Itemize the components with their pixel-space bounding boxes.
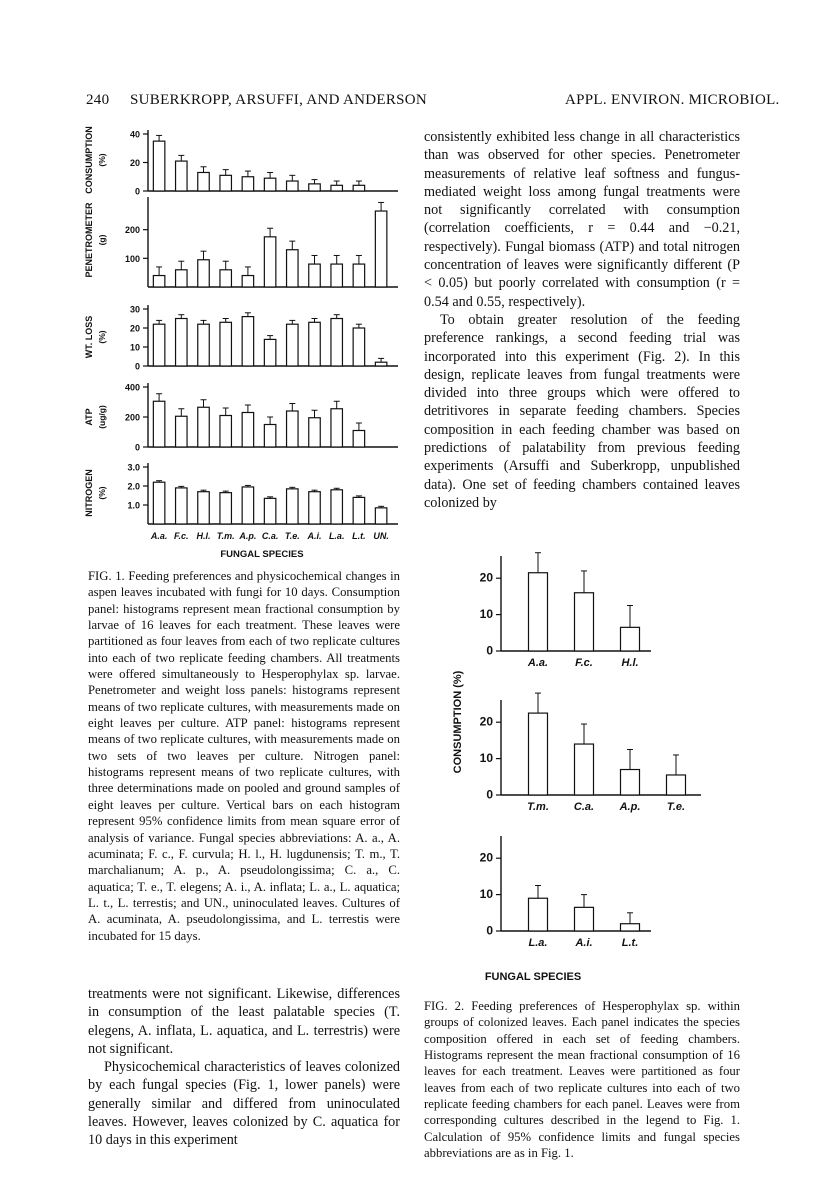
y-axis-label: PENETROMETER bbox=[84, 202, 94, 278]
bar bbox=[176, 416, 188, 447]
y-axis-label: ATP bbox=[84, 408, 94, 426]
bar bbox=[331, 319, 343, 367]
y-tick-label: 40 bbox=[129, 129, 140, 140]
y-tick-label: 0 bbox=[486, 923, 493, 938]
figure-2 bbox=[452, 540, 745, 990]
y-tick-label: 100 bbox=[124, 253, 140, 264]
y-tick-label: 20 bbox=[479, 850, 493, 865]
bar bbox=[575, 907, 594, 931]
bar bbox=[529, 898, 548, 931]
running-head-journal: APPL. ENVIRON. MICROBIOL. bbox=[565, 92, 780, 108]
bar bbox=[287, 250, 299, 287]
page-number: 240 bbox=[86, 92, 110, 108]
fig1-caption-text: FIG. 1. Feeding preferences and physicochemical changes in aspen leaves incubated with fungi for 10 days. Consumption panel: histograms represent mean fractional consumption by larvae of 16 leaves for each treatment. These leaves were partitioned as four leaves from each of two replicate cultures into each of two replicate feeding chambers. All treatments were offered simultaneously to Hesperophylax sp. larvae. Penetrometer and weight loss panels: histograms represent means of two replicate cultures, with measurements made on eight leaves per culture. ATP panel: histograms represent means of two replicate cultures, with measurements made on two sets of two leaves per culture. Nitrogen panel: histograms represent means of two replicate cultures, with three determinations made on pooled and ground samples of eight leaves per culture. Vertical bars on each histogram represent 95% confidence limits from mean square error of analysis of variance. Fungal species abbreviations: A. a., A. acuminata; F. c., F. curvula; H. l., H. lugdunensis; T. m., T. marchalianum; A. p., A. pseudolongissima; C. a., C. aquatica; T. e., T. elegens; A. i., A. inflata; L. a., L. aquatica; L. t., L. terrestis; and UN., uninoculated leaves. Cultures of A. acuminata, A. pseudolongissima, and L. terrestis were incubated for 15 days. bbox=[88, 569, 400, 943]
panel-fig1-weight-loss bbox=[84, 305, 398, 372]
y-tick-label: 20 bbox=[479, 714, 493, 729]
bar bbox=[242, 487, 254, 524]
bar bbox=[309, 184, 321, 191]
bar bbox=[353, 185, 365, 191]
y-tick-label: 2.0 bbox=[127, 481, 140, 492]
bar bbox=[287, 411, 299, 447]
bar bbox=[153, 482, 165, 524]
bar bbox=[242, 276, 254, 287]
bar bbox=[198, 172, 210, 191]
bar bbox=[353, 431, 365, 448]
x-tick-label: H.l. bbox=[621, 657, 639, 669]
bar bbox=[375, 508, 387, 524]
y-tick-label: 0 bbox=[134, 361, 140, 372]
bar bbox=[353, 264, 365, 287]
bar bbox=[153, 324, 165, 366]
x-axis-label: FUNGAL SPECIES bbox=[484, 971, 582, 983]
bar bbox=[331, 185, 343, 191]
x-tick-label: A.i. bbox=[307, 531, 322, 541]
y-axis-unit: (g) bbox=[97, 234, 107, 246]
right-column-text bbox=[424, 128, 740, 512]
x-tick-label: F.c. bbox=[174, 531, 189, 541]
bar bbox=[331, 264, 343, 287]
bar bbox=[309, 418, 321, 447]
left-paragraph-2: Physicochemical characteristics of leaves colonized by each fungal species (Fig. 1, lower panels) were generally similar and differed from uninoculated leaves. However, leaves colonized by C. aquatica for 10 days in this experiment bbox=[88, 1059, 400, 1149]
bar bbox=[309, 264, 321, 287]
bar bbox=[220, 416, 232, 448]
bar bbox=[287, 181, 299, 191]
bar bbox=[264, 178, 276, 191]
bar bbox=[198, 324, 210, 366]
bar bbox=[353, 497, 365, 524]
panel-fig1-atp bbox=[84, 383, 398, 453]
y-tick-label: 0 bbox=[486, 643, 493, 658]
y-tick-label: 0 bbox=[486, 787, 493, 802]
y-axis-label: CONSUMPTION (%) bbox=[452, 670, 464, 774]
bar bbox=[287, 324, 299, 366]
y-tick-label: 10 bbox=[479, 607, 493, 622]
figure-2-caption bbox=[424, 998, 740, 1161]
panel-fig2-panel1 bbox=[480, 553, 651, 669]
x-tick-label: T.m. bbox=[527, 801, 549, 813]
bar bbox=[176, 270, 188, 287]
bar bbox=[264, 498, 276, 524]
y-tick-label: 10 bbox=[479, 887, 493, 902]
bar bbox=[287, 489, 299, 524]
panel-fig1-nitrogen bbox=[84, 463, 398, 542]
x-tick-label: F.c. bbox=[575, 657, 593, 669]
x-tick-label: T.m. bbox=[216, 531, 235, 541]
x-tick-label: A.a. bbox=[150, 531, 168, 541]
y-axis-label: WT. LOSS bbox=[84, 315, 94, 359]
bar bbox=[331, 409, 343, 447]
y-tick-label: 0 bbox=[134, 442, 140, 453]
x-tick-label: T.e. bbox=[666, 801, 686, 813]
y-tick-label: 20 bbox=[479, 570, 493, 585]
x-tick-label: A.p. bbox=[619, 801, 641, 813]
bar bbox=[264, 425, 276, 448]
y-tick-label: 200 bbox=[124, 412, 140, 423]
y-tick-label: 20 bbox=[129, 158, 140, 168]
bar bbox=[264, 237, 276, 287]
y-tick-label: 30 bbox=[129, 304, 140, 315]
x-tick-label: UN. bbox=[373, 531, 389, 541]
bar bbox=[529, 573, 548, 651]
panel-fig2-panel2 bbox=[452, 670, 701, 813]
x-tick-label: L.a. bbox=[528, 937, 548, 949]
bar bbox=[529, 713, 548, 795]
fig2-caption-text: FIG. 2. Feeding preferences of Hesperophylax sp. within groups of colonized leaves. Each panel indicates the species composition offered in each set of feeding chambers. Histograms represent the mean fractional consumption of 16 leaves for each treatment. Leaves were partitioned as four leaves from each of two replicate cultures into each of two replicate feeding chambers for each panel. Leaves were from corresponding cultures described in the legend to Fig. 1. Calculation of 95% confidence limits and fungal species abbreviations are as in Fig. 1. bbox=[424, 999, 740, 1161]
panel-fig1-consumption bbox=[84, 126, 398, 196]
bar bbox=[331, 490, 343, 524]
bar bbox=[198, 492, 210, 524]
bar bbox=[309, 322, 321, 366]
bar bbox=[220, 270, 232, 287]
x-tick-label: C.a. bbox=[261, 531, 279, 541]
bar bbox=[621, 924, 640, 931]
bar bbox=[353, 328, 365, 366]
x-tick-label: L.a. bbox=[328, 531, 345, 541]
x-tick-label: L.t. bbox=[621, 937, 639, 949]
y-tick-label: 400 bbox=[124, 382, 140, 393]
bar bbox=[176, 161, 188, 191]
y-tick-label: 10 bbox=[129, 342, 140, 353]
bar bbox=[575, 593, 594, 651]
bar bbox=[176, 488, 188, 524]
y-axis-unit: (ug/g) bbox=[97, 405, 107, 429]
bar bbox=[242, 177, 254, 191]
x-tick-label: T.e. bbox=[284, 531, 300, 541]
y-tick-label: 1.0 bbox=[127, 500, 140, 511]
x-tick-label: A.a. bbox=[527, 657, 549, 669]
panel-fig2-panel3 bbox=[480, 836, 651, 949]
bar bbox=[220, 175, 232, 191]
bar bbox=[242, 317, 254, 366]
y-axis-unit: (%) bbox=[97, 153, 107, 167]
bar bbox=[153, 141, 165, 191]
figure-1 bbox=[80, 115, 410, 560]
bar bbox=[621, 627, 640, 651]
y-tick-label: 200 bbox=[124, 225, 140, 236]
x-tick-label: H.l. bbox=[196, 531, 211, 541]
x-tick-label: C.a. bbox=[573, 801, 595, 813]
bar bbox=[198, 260, 210, 287]
right-paragraph-1: consistently exhibited less change in all characteristics than was observed for other species. Penetrometer measurements of relative leaf softness and fungus-mediated weight loss among fungal treatments were not significantly correlated with consumption (correlation coefficients, r = 0.44 and −0.21, respectively). Fungal biomass (ATP) and total nitrogen concentration of leaves were significantly different (P < 0.05) but poorly correlated with consumption (r = 0.54 and 0.55, respectively). bbox=[424, 129, 740, 310]
bar bbox=[153, 276, 165, 287]
bar bbox=[375, 211, 387, 287]
running-head-authors: SUBERKROPP, ARSUFFI, AND ANDERSON bbox=[130, 92, 428, 108]
bar bbox=[153, 401, 165, 447]
bar bbox=[375, 362, 387, 366]
bar bbox=[264, 339, 276, 366]
x-tick-label: L.t. bbox=[352, 531, 366, 541]
bar bbox=[575, 744, 594, 795]
bar bbox=[220, 493, 232, 524]
x-tick-label: A.p. bbox=[239, 531, 257, 541]
y-tick-label: 10 bbox=[479, 751, 493, 766]
y-tick-label: 0 bbox=[134, 186, 140, 197]
y-axis-unit: (%) bbox=[97, 330, 107, 344]
bar bbox=[309, 492, 321, 524]
bar bbox=[198, 407, 210, 447]
x-tick-label: A.i. bbox=[575, 937, 593, 949]
bar bbox=[242, 413, 254, 448]
left-paragraph-1: treatments were not significant. Likewise, differences in consumption of the least palatable species (T. elegens, A. inflata, L. aquatica, and L. terrestris) were not significant. bbox=[88, 986, 400, 1057]
left-column-text bbox=[88, 985, 400, 1150]
bar bbox=[621, 770, 640, 795]
y-tick-label: 3.0 bbox=[127, 462, 140, 473]
y-axis-label: NITROGEN bbox=[84, 469, 94, 517]
bar bbox=[176, 319, 188, 367]
y-axis-unit: (%) bbox=[97, 486, 107, 500]
y-tick-label: 20 bbox=[129, 323, 140, 334]
figure-1-caption bbox=[88, 568, 400, 944]
panel-fig1-penetrometer bbox=[84, 197, 398, 287]
bar bbox=[220, 322, 232, 366]
x-axis-label: FUNGAL SPECIES bbox=[220, 549, 304, 560]
y-axis-label: CONSUMPTION bbox=[84, 126, 94, 194]
right-paragraph-2: To obtain greater resolution of the feeding preference rankings, a second feeding trial was incorporated into this experiment (Fig. 2). In this design, replicate leaves from fungal treatments were divided into three groups which were offered to detritivores in separate feeding chambers. Species composition in each feeding chamber was based on predictions of palatability from previous feeding experiments (Arsuffi and Suberkropp, unpublished data). One set of feeding chambers contained leaves colonized by bbox=[424, 311, 740, 511]
bar bbox=[667, 775, 686, 795]
